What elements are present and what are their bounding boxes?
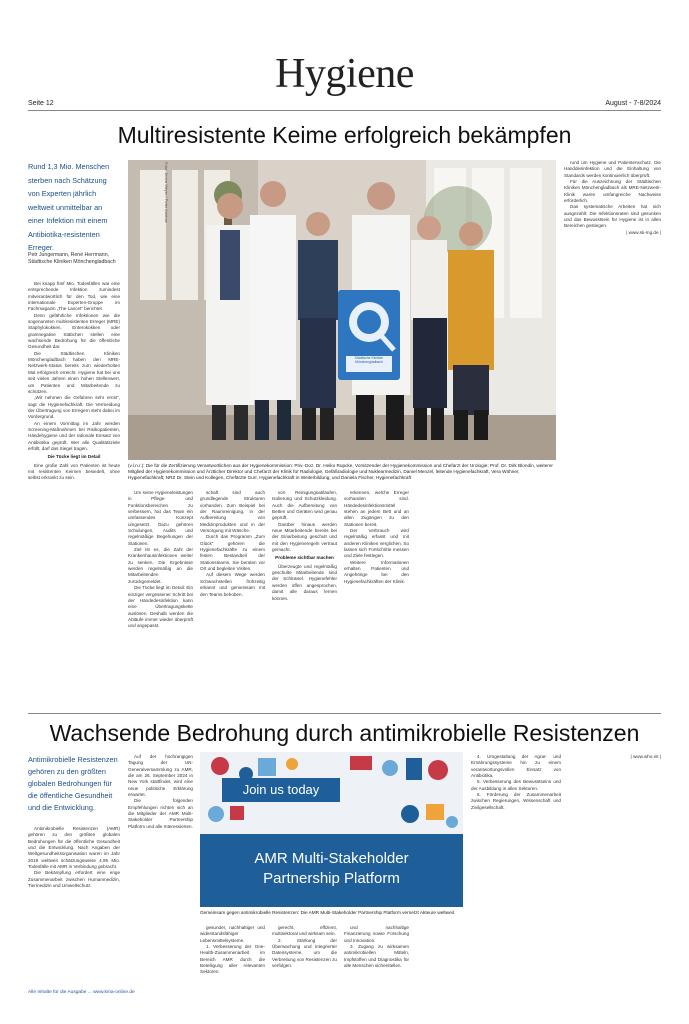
paragraph: Auf der hochrangigen Tagung der UN-Generalversammlung zu AMR, die am 26. September 2024 in New York stattfindet, wird eine neue politische Erklärung erwartet. [128,754,193,798]
paragraph: 1. Verbesserung der One-Health-Zusammenarbeit im Bereich AMR durch die Beteiligung aller relevanten Sektoren. [200,944,265,975]
article-column-7 [568,754,661,986]
paragraph: Ziel ist es, die Zahl der Krankenhausinfektionen weiter zu senken. Die Ergebnisse werden regelmäßig an die Mitarbeitenden zurückgemeldet. [128,547,193,584]
article-column-5 [344,490,409,707]
paragraph: 6. Förderung der Zusammenarbeit zwischen Regierungen, Wissenschaft und Zivilgesellschaft. [471,792,561,810]
subheading: Probleme sichtbar machen [275,555,334,561]
ad-join-text: Join us today [242,782,320,797]
group-photo [128,160,556,460]
paragraph: Auf diesem Wege werden Schwachstellen frühzeitig erkannt und gemeinsam mit den Teams behoben. [200,572,265,597]
photo-credit: Foto: Jenna Meyer / Peter Ariobaz [164,162,169,223]
paragraph: Die Tücke liegt im Detail: Ein einziger vergessener Schritt bei der Händedesinfektion kann eine Übertragungskette auslösen. Deshalb werden die Abläufe immer wieder überprüft und angepasst. [128,585,193,629]
paragraph: gerecht, effizient, multisektoral und wirksam sein. [272,925,337,937]
article-teaser: Rund 1,3 Mio. Menschen sterben nach Schätzung von Experten jährlich weltweit unmittelbar an einer Infektion mit einem Antibiotika-resistenten Erreger. [28,162,110,252]
article-headline: Wachsende Bedrohung durch antimikrobielle Resistenzen [49,720,640,746]
paragraph: rund um Hygiene und Patientenschutz. Die Handdesinfektion und die Einhaltung von Standards werden kontinuierlich überprüft. [564,160,661,178]
paragraph: Die Städtischen Kliniken Mönchengladbach haben den MRE-Netzwerk-Status bereits zum wiederholten Mal erfolgreich erreicht. Hygiene hat bei uns seit vielen Jahren einen hohen Stellenwert, um Patienten und Mitarbeitende zu schützen. [28,350,120,394]
paragraph: Weitere Informationen erhalten Patienten und Angehörige bei den Hygienefachkräften der Klinik. [344,559,409,584]
paragraph: schaft sind auch grundlegende Strukturen vorhanden. Zum Beispiel bei der Raumreinigung, in der Aufbereitung von Medizinprodukten und in der Versorgung mit Wäsche. [200,490,265,534]
article-photo [128,160,556,460]
subheading: Die Tücke liegt im Detail [47,454,101,460]
ad-title-line-2: Partnership Platform [263,870,400,887]
ad-title-line-1: AMR Multi-Stakeholder [254,850,409,867]
paragraph: Überzeugte und regelmäßig geschulte Mitarbeitende sind der Schlüssel. Hygienefehler werden offen angesprochen, damit alle daraus lernen können. [272,563,337,601]
header-rule [28,110,661,111]
article-column-2 [128,490,193,707]
article-column-1 [28,281,120,707]
paragraph: Die folgenden Empfehlungen richten sich an die Mitglieder der AMR Multi-Stakeholder Partnership Platform und alle Interessierten. [128,798,193,829]
paragraph: gesunder, nachhaltiger und widerstandsfähiger Lebensmittelsysteme. [200,925,265,943]
paragraph: Denn gefährliche Infektionen wie die sogenannten multiresistenten Erreger (MRE) Staphylokokken, Enterokokken oder gramnegative Stäbchen stellen eine wachsende Bedrohung für die öffentliche Gesundheit dar. [28,312,120,350]
paragraph: Darüber hinaus werden neue Mitarbeitende bereits bei der Einarbeitung geschult und mit den Hygieneregeln vertraut gemacht. [272,521,337,553]
paragraph: erkennen, welche Erreger vorhanden sind. Händedesinfektionsmittel stehen an jedem Bett und an allen Zugängen zu den Stationen bereit. [344,490,409,527]
article-column-3 [200,925,265,987]
paragraph: Die Bekämpfung erfordert eine enge Zusammenarbeit zwischen Humanmedizin, Tiermedizin und Umweltschutz. [28,870,120,889]
paragraph: Bei knapp fünf Mio. Todesfällen war eine entsprechende Infektion zumindest mitverantwortlich für den Tod, wie eine internationale Experten-Gruppe im Fachmagazin „The Lancet“ berichtet. [28,281,120,312]
footer-note[interactable]: Alle Inhalte für die Ausgabe ... www.kma-online.de [28,990,135,995]
page-number: Seite 12 [28,100,54,107]
article-author: Petr Jungermann, René Herrmann, Städtische Kliniken Mönchengladbach [28,252,116,265]
paragraph: Eine große Zahl von Patienten ist heute mit resistenten Keimen besiedelt, ohne selbst erkrankt zu sein. [28,462,120,481]
paragraph: Durch das Programm „Zum Glück“ gehören die Hygienefachkräfte zu einem festen Bestandteil der Stationsteams. Sie beraten vor Ort und begleiten Visiten. [200,534,265,572]
paragraph: Antimikrobielle Resistenzen (AMR) gehören zu den größten globalen Bedrohungen für die öffentliche Gesundheit und die Entwicklung. Nach Angaben der Weltgesundheitsorganisation waren im Jahr 2019 weltweit schätzungsweise 4,95 Mio. Todesfälle mit AMR in Verbindung gebracht. [28,826,120,870]
article-column-4 [272,490,337,707]
source-link[interactable]: | www.sk-mg.de | [626,229,661,235]
article-column-3 [200,490,265,707]
paragraph: An einem Vormittag im Jahr werden Screening-Maßnahmen bei Risikopatienten, Händehygiene und der rationale Einsatz von Antibiotika geprüft. Wer alle Qualitätsziele erfüllt, darf das Siegel tragen. [28,420,120,451]
paragraph: Für die Auszeichnung der Städtischen Kliniken Mönchengladbach als MRE-Netzwerk-Klinik waren umfangreiche Nachweise erforderlich. [564,179,661,204]
article-column-2 [128,754,193,986]
article-teaser: Antimikrobielle Resistenzen gehören zu den größten globalen Bedrohungen für die öffentliche Gesundheit und die Entwicklung. [28,755,118,812]
article-column-1 [28,826,120,986]
photo-caption: (v.l.n.r.): Die für die Zertifizierung Verantwortlichen aus der Hygienekommission: Priv.-Doz. Dr. Heiko Rupcke, Vorsitzender der Hygienekommission und Chefarzt der Urologie; Prof. Dr. Dirk Blondin, weiterer Mitglied der Hygienekommission und Ärztlicher Direktor und Chefarzt der Klinik für Radiologie, Gefäßradiologie und Nuklearmedizin, Daniel Menzel, leitende Hygienefachkraft, Vera Wöhner, Hygienefachkraft; NRZ Dr. Stein und Kollegen, Chefärzte Gurr, Hygienefachkraft in Weiterbildung, und Daniela Fischer, Hygienefachkraft [128,463,553,480]
issue-date: August - 7-8/2024 [605,100,661,107]
article-column-4 [272,925,337,987]
source-link[interactable]: | www.who.int | [630,754,661,759]
masthead-title: Hygiene [275,51,414,97]
section-rule [28,713,661,714]
paragraph: „Wir nehmen die Gefahren sehr ernst“, sagt die Hygienefachkraft. Die Vermeidung der Übertragung von Erregern steht dabei im Vordergrund. [28,395,120,420]
paragraph: und nachhaltige Finanzierung sowie Forschung und Innovation. [344,925,409,943]
paragraph: 2. Stärkung der Überwachung und integrierter Datensysteme, um die Verbreitung von Resistenzen zu verfolgen. [272,937,337,969]
paragraph: 3. Zugang zu wirksamen antimikrobiellen Mitteln, Impfstoffen und Diagnostika für alle Menschen sicherstellen. [344,944,409,969]
ad-caption: Gemeinsam gegen antimikrobielle Resistenzen: Die AMR Multi-Stakeholder Partnership Platform vernetzt Akteure weltweit. [200,910,456,915]
article-headline: Multiresistente Keime erfolgreich bekämpfen [117,122,572,148]
paragraph: Der Verbrauch wird regelmäßig erfasst und mit anderen Kliniken verglichen. So lassen sich Fortschritte messen und Ziele festlegen. [344,528,409,559]
amr-platform-ad[interactable] [200,752,463,907]
article-column-6 [471,754,561,986]
paragraph: von Reinigungsabläufen, Isolierung und Schutzkleidung. Auch die Aufbereitung von Betten und Geräten wird genau geprüft. [272,490,337,521]
paragraph: Das systematische Arbeiten hat sich ausgezahlt: Die Infektionsraten sind gesunken und das Bewusstsein für Hygiene ist in allen Bereichen gestiegen. [564,204,661,229]
article-column-6 [564,160,661,705]
paragraph: 4. Umgestaltung der Agrar- und Ernährungssysteme hin zu einem verantwortungsvollen Einsatz von Antibiotika. [471,754,561,779]
paragraph: 5. Verbesserung des Bewusstseins und der Ausbildung in allen Sektoren. [471,779,561,791]
sign-label: Städtische Kliniken Mönchengladbach [354,356,384,364]
paragraph: Um seine Hygieneleistungen in Pflege- und Funktionsbereichen zu verbessern, hat das Team ein umfassendes Konzept umgesetzt. Dazu gehören Schulungen, Audits und regelmäßige Begehungen der Stationen. [128,490,193,546]
article-column-5 [344,925,409,987]
